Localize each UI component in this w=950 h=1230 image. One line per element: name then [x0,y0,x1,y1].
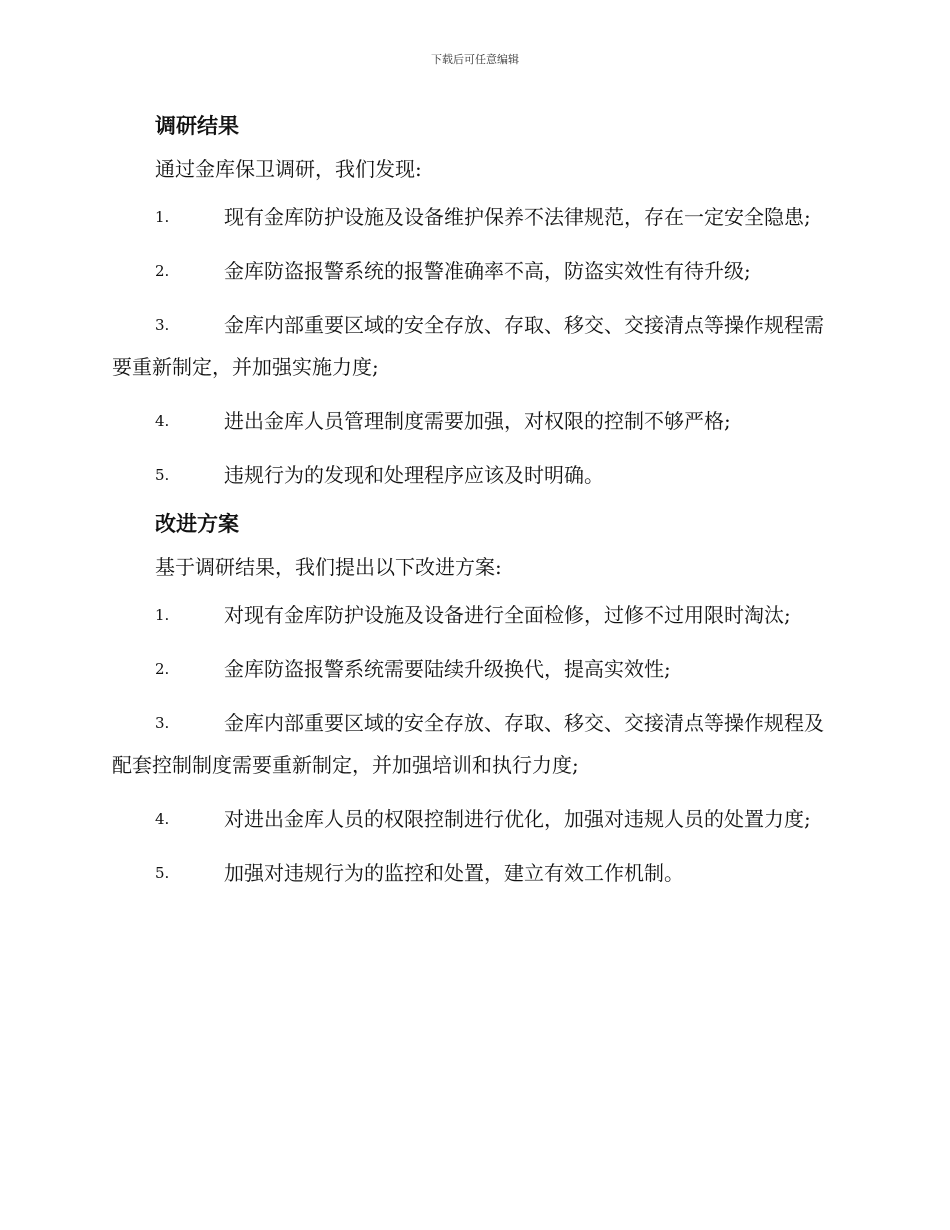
list-item-text: 对进出金库人员的权限控制进行优化，加强对违规人员的处置力度; [224,807,811,831]
list-item-text: 金库防盗报警系统需要陆续升级换代，提高实效性; [224,657,671,681]
list-number: 3. [155,714,170,732]
list-item-text: 进出金库人员管理制度需要加强，对权限的控制不够严格; [224,409,731,433]
research-results-heading: 调研结果 [155,113,239,138]
page-header-note: 下载后可任意编辑 [431,53,519,66]
list-item-text: 违规行为的发现和处理程序应该及时明确。 [224,463,604,487]
list-number: 4. [155,412,170,430]
list-number: 5. [155,864,170,882]
list-item-text: 金库内部重要区域的安全存放、存取、移交、交接清点等操作规程需要重新制定，并加强实施力度; [112,313,824,379]
list-number: 3. [155,316,170,334]
research-results-section [112,110,834,496]
list-item-text: 现有金库防护设施及设备维护保养不法律规范，存在一定安全隐患; [224,205,811,229]
list-number: 1. [155,208,170,226]
improvement-plan-item [112,648,834,690]
document-content [112,104,834,894]
list-item-text: 金库防盗报警系统的报警准确率不高，防盗实效性有待升级; [224,259,751,283]
improvement-plan-item [112,702,834,786]
improvement-plan-item [112,798,834,840]
list-number: 1. [155,606,170,624]
research-result-item [112,304,834,388]
research-result-item [112,250,834,292]
improvement-plan-heading: 改进方案 [155,511,239,536]
list-item-text: 对现有金库防护设施及设备进行全面检修，过修不过用限时淘汰; [224,603,791,627]
list-number: 4. [155,810,170,828]
improvement-plan-item [112,852,834,894]
list-number: 2. [155,262,170,280]
list-item-text: 加强对违规行为的监控和处置，建立有效工作机制。 [224,861,684,885]
research-results-intro: 通过金库保卫调研，我们发现: [155,157,422,181]
list-item-text: 金库内部重要区域的安全存放、存取、移交、交接清点等操作规程及配套控制制度需要重新制定，并加强培训和执行力度; [112,711,824,777]
research-result-item [112,454,834,496]
improvement-plan-item [112,594,834,636]
improvement-plan-intro: 基于调研结果，我们提出以下改进方案: [155,555,502,579]
research-result-item [112,196,834,238]
improvement-plan-section [112,508,834,894]
research-result-item [112,400,834,442]
list-number: 2. [155,660,170,678]
list-number: 5. [155,466,170,484]
